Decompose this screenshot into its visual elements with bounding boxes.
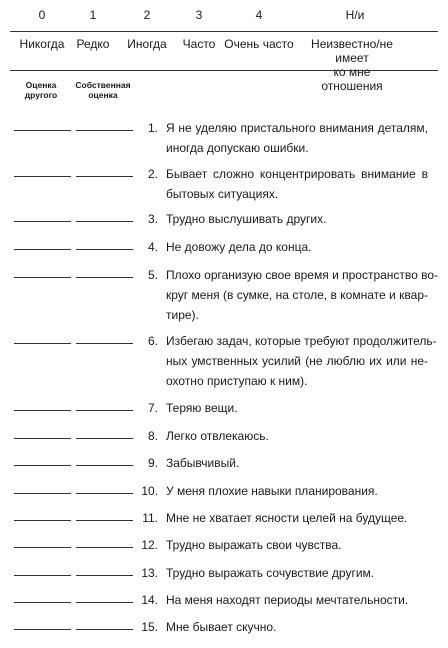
item-text-line: Избегаю задач, которые требуют продолжитель- xyxy=(166,334,437,348)
scale-label xyxy=(183,37,216,51)
item-text-line: У меня плохие навыки планирования. xyxy=(166,484,378,498)
item-text-line: Забывчивый. xyxy=(166,456,240,470)
other-rating-blank[interactable] xyxy=(14,438,71,439)
self-rating-blank[interactable] xyxy=(76,602,133,603)
item-text xyxy=(166,563,428,583)
item-text-line: круг меня (в сумке, на столе, в комнате и квар- xyxy=(166,288,428,302)
item-text xyxy=(166,331,437,391)
item-text xyxy=(166,590,428,610)
scale-divider xyxy=(10,31,438,32)
item-text xyxy=(166,164,428,204)
other-rating-header-line: другого xyxy=(24,90,58,100)
self-rating-blank[interactable] xyxy=(76,221,133,222)
item-text xyxy=(166,118,428,158)
item-text-line: Бывает сложно концентрировать внимание в xyxy=(166,167,428,181)
other-rating-blank[interactable] xyxy=(14,575,71,576)
item-number: 4. xyxy=(147,240,158,254)
item-text-line: Теряю вещи. xyxy=(166,401,238,415)
item-number: 14. xyxy=(141,593,158,607)
other-rating-header-line: Оценка xyxy=(25,80,57,90)
header-divider xyxy=(10,70,438,71)
item-number: 7. xyxy=(147,401,158,415)
item-text xyxy=(166,453,428,473)
item-text xyxy=(166,398,428,418)
item-text xyxy=(166,265,439,325)
other-rating-blank[interactable] xyxy=(14,520,71,521)
other-rating-blank[interactable] xyxy=(14,221,71,222)
self-rating-blank[interactable] xyxy=(76,176,133,177)
self-rating-blank[interactable] xyxy=(76,493,133,494)
item-text-line: Не довожу дела до конца. xyxy=(166,240,312,254)
item-text-line: бытовых ситуациях. xyxy=(166,187,279,201)
item-text-line: Плохо организую свое время и пространство во- xyxy=(166,268,439,282)
item-number: 13. xyxy=(141,566,158,580)
item-text-line: Мне не хватает ясности целей на будущее. xyxy=(166,511,408,525)
item-text-line: Я не уделяю пристального внимания деталям, xyxy=(166,121,428,135)
self-rating-blank[interactable] xyxy=(76,629,133,630)
self-rating-blank[interactable] xyxy=(76,410,133,411)
item-number: 12. xyxy=(141,538,158,552)
item-number: 10. xyxy=(141,484,158,498)
self-rating-blank[interactable] xyxy=(76,465,133,466)
other-rating-blank[interactable] xyxy=(14,176,71,177)
self-rating-header-line: оценка xyxy=(88,90,118,100)
item-text-line: Трудно выражать сочувствие другим. xyxy=(166,566,375,580)
item-number: 6. xyxy=(147,334,158,348)
self-rating-blank[interactable] xyxy=(76,520,133,521)
other-rating-header xyxy=(8,80,74,100)
item-text xyxy=(166,426,428,446)
item-text-line: тире). xyxy=(166,308,199,322)
item-text xyxy=(166,209,428,229)
item-number: 8. xyxy=(147,429,158,443)
item-text xyxy=(166,508,428,528)
item-text xyxy=(166,237,428,257)
self-rating-blank[interactable] xyxy=(76,249,133,250)
self-rating-blank[interactable] xyxy=(76,277,133,278)
item-text-line: Мне бывает скучно. xyxy=(166,620,277,634)
self-rating-blank[interactable] xyxy=(76,547,133,548)
item-number: 11. xyxy=(142,511,158,525)
self-rating-blank[interactable] xyxy=(76,343,133,344)
self-rating-blank[interactable] xyxy=(76,575,133,576)
item-number: 1. xyxy=(147,121,158,135)
item-text-line: охотно приступаю к ним). xyxy=(166,374,308,388)
item-text-line: Трудно выслушивать других. xyxy=(166,212,327,226)
item-text xyxy=(166,617,428,637)
scale-code: 1 xyxy=(89,8,97,22)
item-number: 5. xyxy=(147,268,158,282)
other-rating-blank[interactable] xyxy=(14,130,71,131)
other-rating-blank[interactable] xyxy=(14,410,71,411)
scale-label-line: Редко xyxy=(76,37,110,51)
item-text xyxy=(166,535,428,555)
item-text xyxy=(166,481,428,501)
scale-label-line: Никогда xyxy=(19,37,65,51)
scale-code: 2 xyxy=(143,8,151,22)
scale-label-line: Иногда xyxy=(127,37,167,51)
scale-code: 0 xyxy=(38,8,46,22)
scale-label xyxy=(77,37,110,51)
scale-label-line: Неизвестно/не имеет xyxy=(311,37,393,65)
item-number: 9. xyxy=(147,456,158,470)
other-rating-blank[interactable] xyxy=(14,343,71,344)
scale-label-line: Часто xyxy=(182,37,216,51)
scale-code: Н/и xyxy=(345,8,365,22)
scale-label-line: Очень часто xyxy=(224,37,294,51)
self-rating-header-line: Собственная xyxy=(75,80,131,90)
scale-label xyxy=(20,37,65,51)
item-text-line: иногда допускаю ошибки. xyxy=(166,141,309,155)
scale-label xyxy=(127,37,166,51)
scale-code: 3 xyxy=(195,8,203,22)
scale-label-line: ко мне отношения xyxy=(321,65,383,93)
item-number: 15. xyxy=(141,620,158,634)
other-rating-blank[interactable] xyxy=(14,602,71,603)
self-rating-blank[interactable] xyxy=(76,438,133,439)
other-rating-blank[interactable] xyxy=(14,277,71,278)
other-rating-blank[interactable] xyxy=(14,465,71,466)
item-text-line: Трудно выражать свои чувства. xyxy=(166,538,342,552)
item-text-line: ных умственных усилий (не люблю их или не- xyxy=(166,354,428,368)
item-number: 2. xyxy=(147,167,158,181)
other-rating-blank[interactable] xyxy=(14,493,71,494)
item-text-line: Легко отвлекаюсь. xyxy=(166,429,269,443)
other-rating-blank[interactable] xyxy=(14,547,71,548)
self-rating-blank[interactable] xyxy=(76,130,133,131)
self-rating-header xyxy=(70,80,136,100)
other-rating-blank[interactable] xyxy=(14,629,71,630)
column-headers xyxy=(0,80,448,110)
other-rating-blank[interactable] xyxy=(14,249,71,250)
scale-label xyxy=(224,37,293,51)
item-text-line: На меня находят периоды мечтательности. xyxy=(166,593,409,607)
item-number: 3. xyxy=(147,212,158,226)
scale-code: 4 xyxy=(255,8,263,22)
scale-codes xyxy=(0,8,448,26)
